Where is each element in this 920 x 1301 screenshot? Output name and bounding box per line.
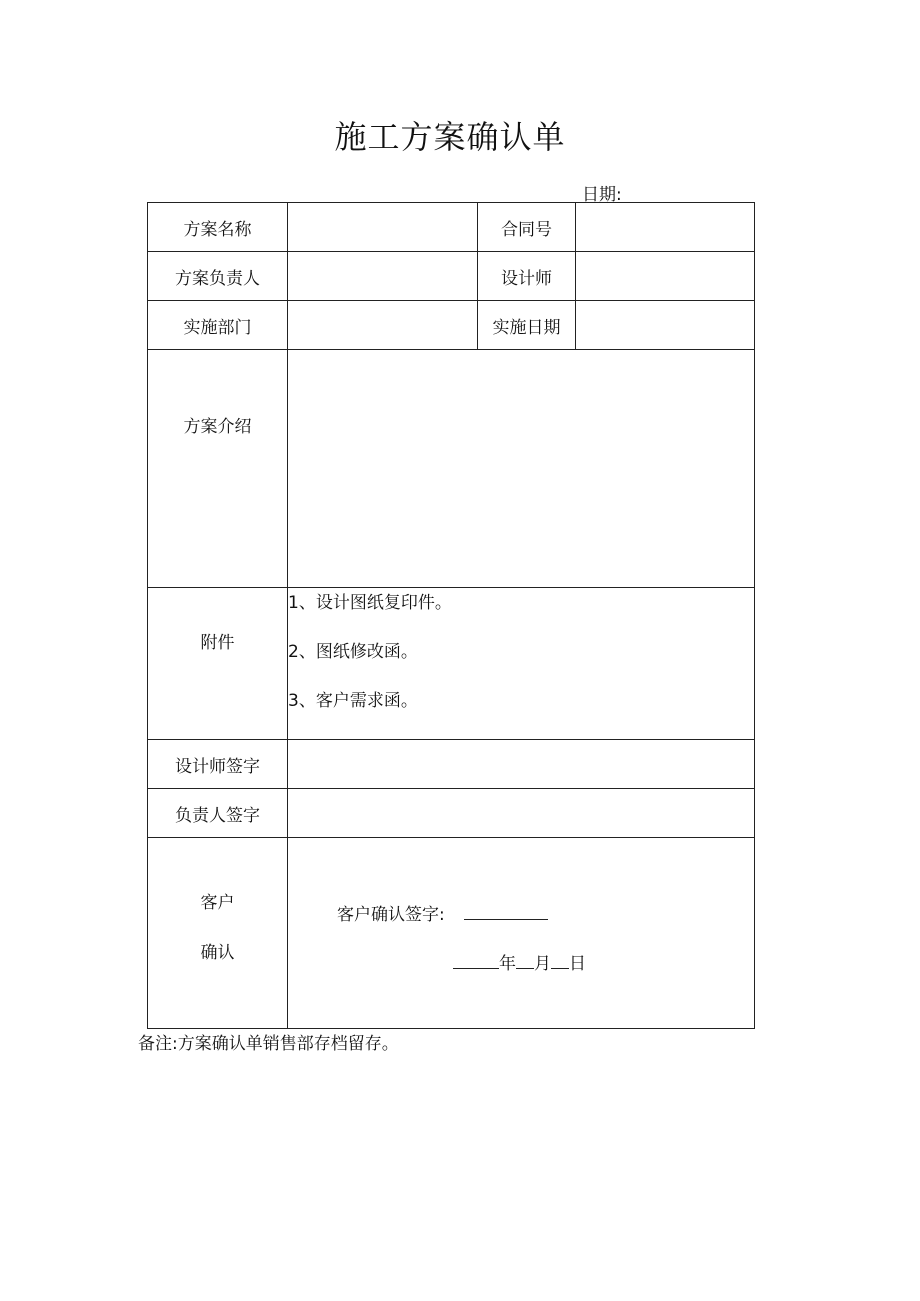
document-title: 施工方案确认单 [334, 118, 566, 156]
date-label: 日期: [582, 185, 622, 205]
form-row-customer-confirm [148, 838, 755, 1029]
designer-label: 设计师 [478, 252, 576, 301]
owner-signature-label: 负责人签字 [148, 789, 288, 838]
year-blank[interactable] [453, 954, 499, 969]
contract-number-field[interactable] [576, 203, 755, 252]
attachment-item: 3、客户需求函。 [288, 691, 418, 711]
attachments-label: 附件 [200, 633, 235, 653]
form-row-intro [148, 350, 755, 588]
footer-note: 备注:方案确认单销售部存档留存。 [138, 1034, 399, 1054]
form-row-owner-signature [148, 789, 755, 838]
owner-signature-field[interactable] [288, 789, 755, 838]
month-label: 月 [534, 954, 551, 974]
form-row-designer-signature [148, 740, 755, 789]
plan-owner-label: 方案负责人 [148, 252, 288, 301]
implementation-date-field[interactable] [576, 301, 755, 350]
department-field[interactable] [288, 301, 478, 350]
plan-name-field[interactable] [288, 203, 478, 252]
customer-confirm-label [148, 838, 287, 978]
customer-signature-line [337, 900, 548, 925]
customer-signature-label: 客户确认签字: [337, 905, 445, 925]
day-blank[interactable] [551, 954, 569, 969]
customer-confirm-label-line1: 客户 [200, 893, 235, 913]
plan-owner-field[interactable] [288, 252, 478, 301]
customer-signature-blank[interactable] [464, 905, 548, 920]
plan-name-label: 方案名称 [148, 203, 288, 252]
designer-field[interactable] [576, 252, 755, 301]
form-row-department [148, 301, 755, 350]
contract-number-label: 合同号 [478, 203, 576, 252]
month-blank[interactable] [516, 954, 534, 969]
intro-label-cell [148, 350, 288, 588]
designer-signature-field[interactable] [288, 740, 755, 789]
intro-label: 方案介绍 [183, 417, 252, 437]
customer-confirm-label-cell [148, 838, 288, 1029]
day-label: 日 [569, 954, 586, 974]
department-label: 实施部门 [148, 301, 288, 350]
confirmation-form-table [147, 202, 755, 1029]
year-label: 年 [499, 954, 516, 974]
designer-signature-label: 设计师签字 [148, 740, 288, 789]
intro-field[interactable] [288, 350, 755, 588]
attachment-item: 2、图纸修改函。 [288, 642, 418, 662]
customer-confirm-area [288, 838, 755, 1029]
customer-confirm-label-line2: 确认 [200, 943, 235, 963]
customer-confirm-date [453, 949, 586, 974]
form-row-plan-name [148, 203, 755, 252]
attachments-list [288, 588, 754, 739]
attachments-label-cell [148, 588, 288, 740]
form-row-plan-owner [148, 252, 755, 301]
implementation-date-label: 实施日期 [478, 301, 576, 350]
form-row-attachments [148, 588, 755, 740]
attachment-item: 1、设计图纸复印件。 [288, 593, 452, 613]
attachments-list-cell [288, 588, 755, 740]
